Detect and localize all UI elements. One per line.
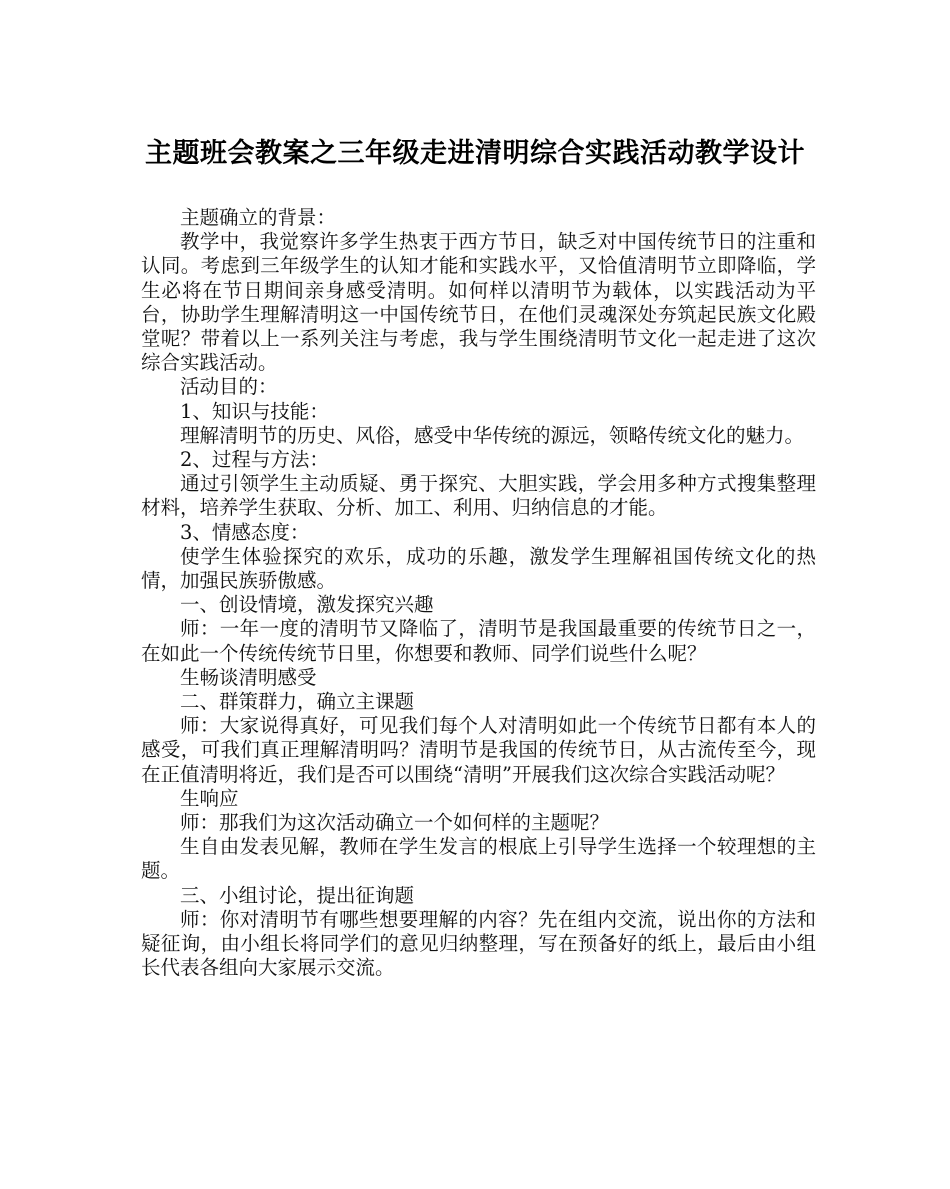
- paragraph-section-2-teacher-question: 师：那我们为这次活动确立一个如何样的主题呢？: [180, 811, 610, 835]
- paragraph-section-1-student: 生畅谈清明感受: [180, 665, 317, 689]
- paragraph-section-2-heading: 二、群策群力，确立主课题: [180, 690, 415, 714]
- paragraph-background-heading: 主题确立的背景：: [180, 206, 337, 229]
- paragraph-section-1-heading: 一、创设情境，激发探究兴趣: [180, 593, 434, 617]
- paragraph-section-3-heading: 三、小组讨论，提出征询题: [180, 883, 415, 907]
- paragraph-section-2-student: 生响应: [180, 786, 239, 810]
- paragraph-goals-heading: 活动目的：: [180, 375, 278, 399]
- document-title: 主题班会教案之三年级走进清明综合实践活动教学设计: [145, 138, 805, 169]
- document-body: [141, 206, 816, 981]
- paragraph-goal-1-text: 理解清明节的历史、风俗，感受中华传统的源远，领略传统文化的魅力。: [180, 423, 805, 447]
- paragraph-goal-2-heading: 2、过程与方法：: [180, 448, 329, 472]
- paragraph-section-2-student-response: 生自由发表见解，教师在学生发言的根底上引导学生选择一个较理想的主题。: [141, 835, 816, 883]
- paragraph-section-2-teacher: 师：大家说得真好，可见我们每个人对清明如此一个传统节日都有本人的感受，可我们真正理解清明吗？清明节是我国的传统节日，从古流传至今，现在正值清明将近，我们是否可以围绕“清明”开展我们这次综合实践活动呢？: [141, 714, 816, 786]
- paragraph-section-3-teacher: 师：你对清明节有哪些想要理解的内容？先在组内交流，说出你的方法和疑征询，由小组长将同学们的意见归纳整理，写在预备好的纸上，最后由小组长代表各组向大家展示交流。: [141, 907, 816, 980]
- paragraph-background-text: 教学中，我觉察许多学生热衷于西方节日，缺乏对中国传统节日的注重和认同。考虑到三年级学生的认知才能和实践水平，又恰值清明节立即降临，学生必将在节日期间亲身感受清明。如何样以清明节为载体，以实践活动为平台，协助学生理解清明这一中国传统节日，在他们灵魂深处夯筑起民族文化殿堂呢？带着以上一系列关注与考虑，我与学生围绕清明节文化一起走进了这次综合实践活动。: [141, 230, 816, 375]
- paragraph-goal-3-text: 使学生体验探究的欢乐，成功的乐趣，激发学生理解祖国传统文化的热情，加强民族骄傲感。: [141, 544, 816, 593]
- paragraph-goal-1-heading: 1、知识与技能：: [180, 399, 329, 423]
- paragraph-section-1-teacher: 师：一年一度的清明节又降临了，清明节是我国最重要的传统节日之一，在如此一个传统传统节日里，你想要和教师、同学们说些什么呢？: [141, 617, 816, 665]
- paragraph-goal-2-text: 通过引领学生主动质疑、勇于探究、大胆实践，学会用多种方式搜集整理材料，培养学生获取、分析、加工、利用、归纳信息的才能。: [141, 472, 816, 520]
- paragraph-goal-3-heading: 3、情感态度：: [180, 520, 310, 544]
